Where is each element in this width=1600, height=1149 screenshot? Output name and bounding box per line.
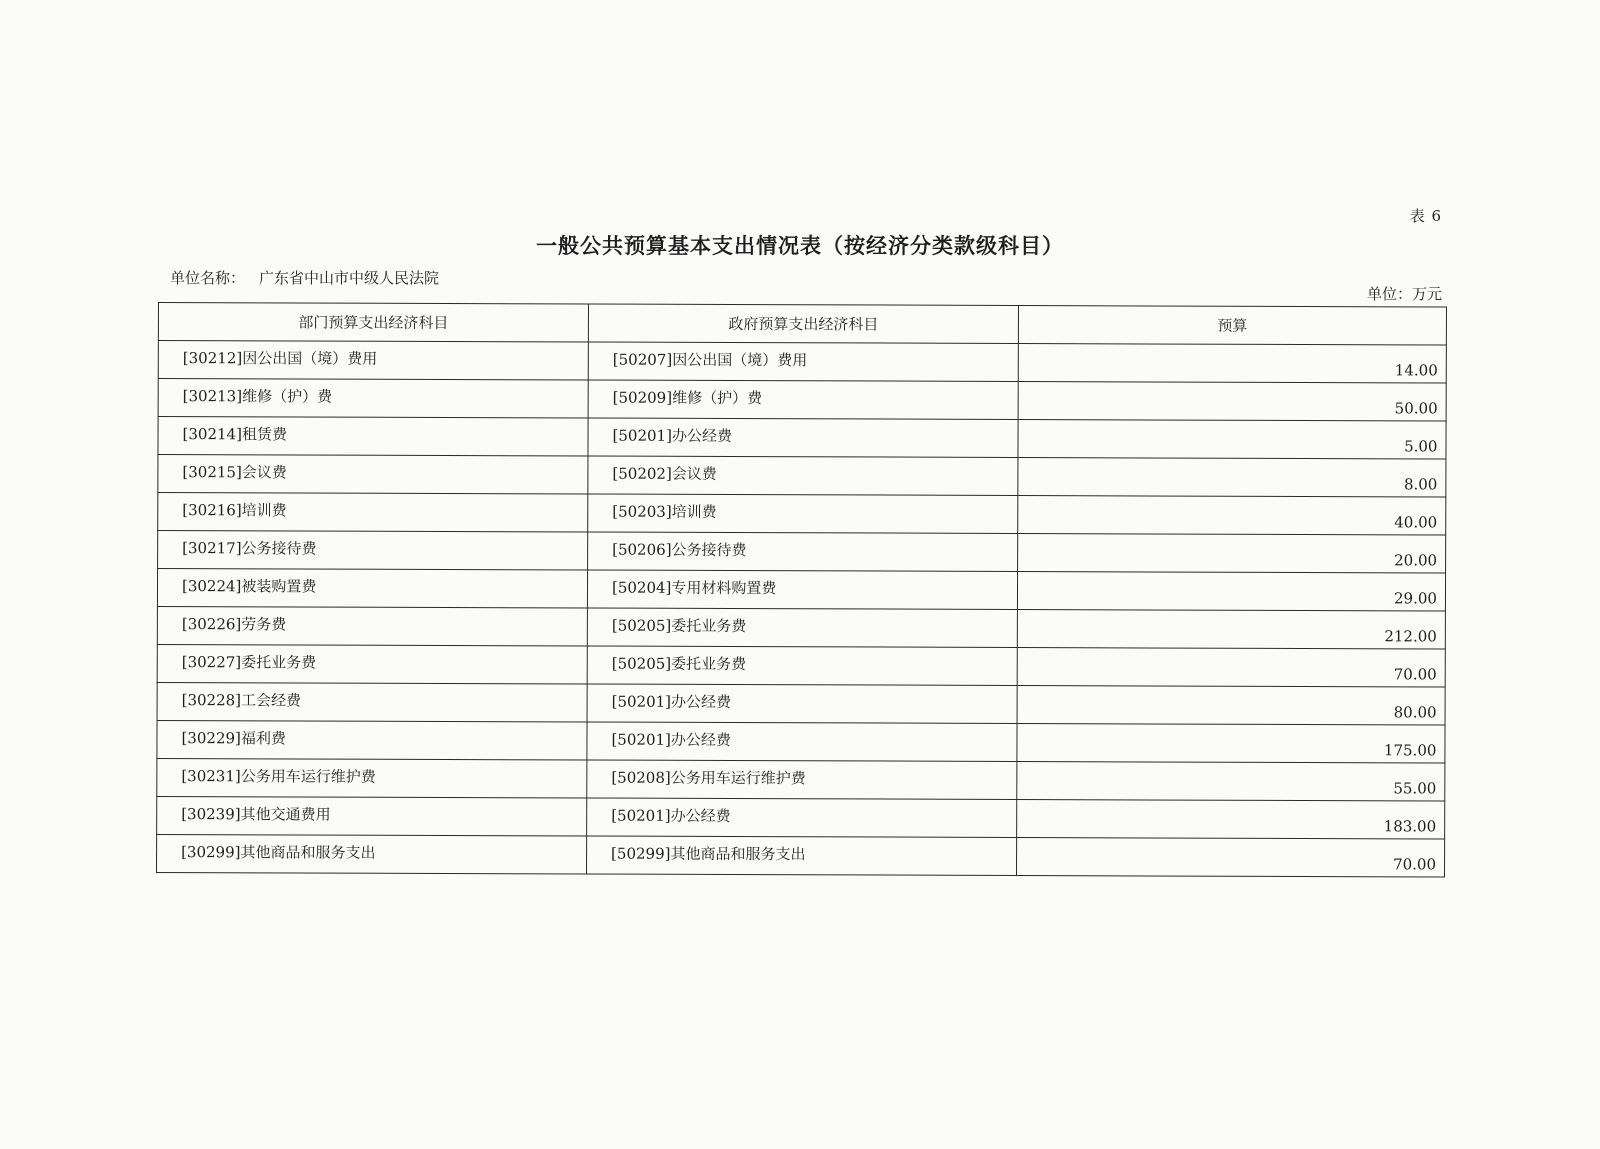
budget-amount-cell: 14.00 (1018, 344, 1446, 383)
budget-amount-cell: 5.00 (1018, 420, 1446, 459)
gov-subject-cell: [50207]因公出国（境）费用 (588, 342, 1018, 382)
table-row (158, 493, 1446, 535)
budget-amount-cell: 80.00 (1017, 686, 1445, 725)
budget-table-container (156, 302, 1446, 877)
dept-subject-cell: [30228]工会经费 (157, 682, 587, 722)
gov-subject-cell: [50202]会议费 (588, 456, 1018, 496)
dept-subject-cell: [30224]被装购置费 (157, 569, 587, 609)
dept-subject-cell: [30216]培训费 (158, 493, 588, 533)
dept-subject-cell: [30229]福利费 (157, 720, 587, 760)
dept-subject-cell: [30215]会议费 (158, 455, 588, 495)
budget-table (156, 302, 1447, 877)
dept-subject-cell: [30226]劳务费 (157, 606, 587, 646)
gov-subject-cell: [50205]委托业务费 (587, 608, 1017, 648)
budget-amount-cell: 55.00 (1017, 762, 1445, 801)
table-body (157, 341, 1447, 877)
gov-subject-cell: [50201]办公经费 (587, 684, 1017, 724)
gov-subject-cell: [50299]其他商品和服务支出 (587, 836, 1017, 876)
gov-subject-cell: [50208]公务用车运行维护费 (587, 760, 1017, 800)
dept-subject-cell: [30231]公务用车运行维护费 (157, 758, 587, 798)
budget-amount-cell: 175.00 (1017, 724, 1445, 763)
budget-amount-cell: 183.00 (1017, 800, 1445, 839)
budget-amount-cell: 40.00 (1018, 496, 1446, 535)
dept-subject-cell: [30299]其他商品和服务支出 (157, 834, 587, 874)
budget-amount-cell: 212.00 (1017, 610, 1445, 649)
table-row (158, 531, 1446, 573)
budget-amount-cell: 70.00 (1017, 648, 1445, 687)
dept-subject-cell: [30213]维修（护）费 (158, 379, 588, 419)
organization-line (170, 267, 439, 288)
table-header-row (158, 303, 1446, 345)
dept-subject-cell: [30212]因公出国（境）费用 (158, 341, 588, 381)
gov-subject-cell: [50209]维修（护）费 (588, 380, 1018, 420)
table-row (158, 341, 1446, 383)
table-row (157, 606, 1445, 648)
budget-amount-cell: 8.00 (1018, 458, 1446, 497)
budget-amount-cell: 50.00 (1018, 382, 1446, 421)
budget-amount-cell: 29.00 (1017, 572, 1445, 611)
table-row (158, 455, 1446, 497)
table-row (158, 379, 1446, 421)
gov-subject-cell: [50201]办公经费 (587, 798, 1017, 838)
table-row (157, 758, 1445, 800)
document-title: 一般公共预算基本支出情况表（按经济分类款级科目） (536, 234, 1064, 258)
dept-subject-cell: [30214]租赁费 (158, 417, 588, 457)
table-row (157, 720, 1445, 762)
header-budget: 预算 (1018, 306, 1446, 345)
table-row (157, 796, 1445, 838)
gov-subject-cell: [50205]委托业务费 (587, 646, 1017, 686)
header-dept-subject: 部门预算支出经济科目 (158, 303, 588, 343)
table-row (157, 682, 1445, 724)
gov-subject-cell: [50203]培训费 (588, 494, 1018, 534)
unit-label: 单位：万元 (1366, 285, 1442, 303)
organization-name: 广东省中山市中级人民法院 (259, 269, 440, 287)
table-row (158, 417, 1446, 459)
budget-amount-cell: 20.00 (1018, 534, 1446, 573)
organization-label: 单位名称： (170, 269, 246, 287)
dept-subject-cell: [30217]公务接待费 (158, 531, 588, 571)
table-row (157, 834, 1445, 876)
gov-subject-cell: [50201]办公经费 (587, 722, 1017, 762)
dept-subject-cell: [30227]委托业务费 (157, 644, 587, 684)
dept-subject-cell: [30239]其他交通费用 (157, 796, 587, 836)
gov-subject-cell: [50204]专用材料购置费 (587, 570, 1017, 610)
gov-subject-cell: [50201]办公经费 (588, 418, 1018, 458)
budget-amount-cell: 70.00 (1017, 838, 1445, 877)
header-gov-subject: 政府预算支出经济科目 (588, 304, 1018, 344)
table-row (157, 644, 1445, 686)
table-row (157, 569, 1445, 611)
gov-subject-cell: [50206]公务接待费 (588, 532, 1018, 572)
table-number: 表 6 (1409, 207, 1442, 225)
